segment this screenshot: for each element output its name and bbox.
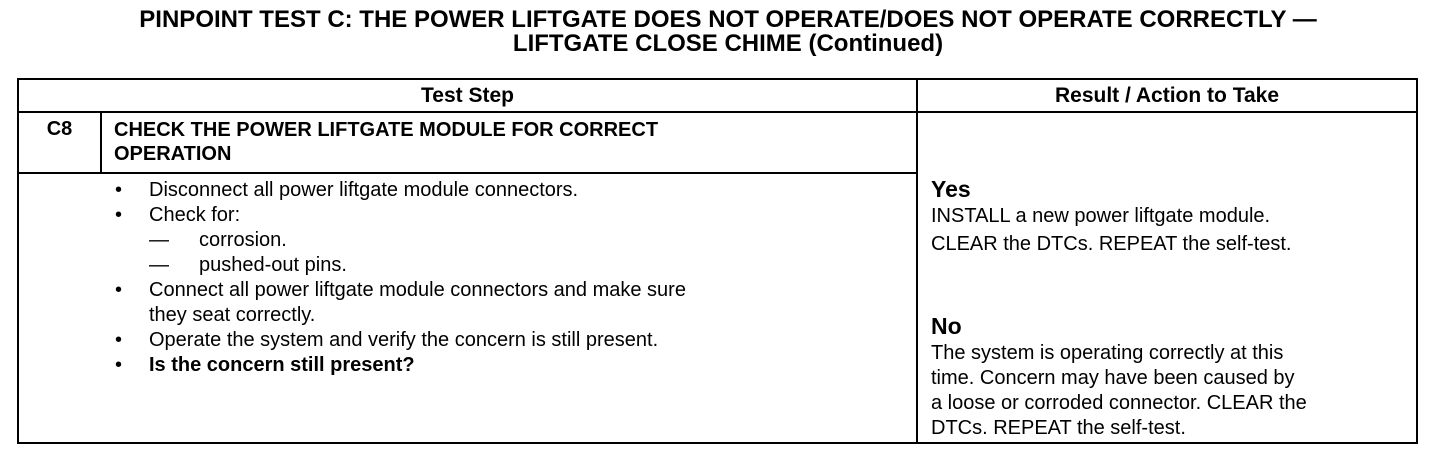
step-title-line-2: OPERATION xyxy=(114,143,232,165)
page-title xyxy=(0,8,1456,56)
question-concern-present: Is the concern still present? xyxy=(149,354,415,376)
sub-item-pushed-out-pins: pushed-out pins. xyxy=(199,254,347,276)
sub-item-corrosion: corrosion. xyxy=(199,229,287,251)
result-no-action xyxy=(931,341,1416,441)
dash-2: — xyxy=(149,254,169,276)
result-no-label: No xyxy=(931,313,962,339)
result-no-line-4: DTCs. REPEAT the self-test. xyxy=(931,417,1186,439)
bullet-5: • xyxy=(115,354,123,376)
result-yes-label: Yes xyxy=(931,176,971,202)
bullet-2: • xyxy=(115,204,123,226)
result-yes-action xyxy=(931,204,1416,257)
dash-1: — xyxy=(149,229,169,251)
instruction-operate: Operate the system and verify the concern is still present. xyxy=(149,329,659,351)
result-action-header: Result / Action to Take xyxy=(1054,84,1280,107)
instruction-check-for: Check for: xyxy=(149,204,241,226)
instruction-disconnect: Disconnect all power liftgate module connectors. xyxy=(149,179,579,201)
bullet-1: • xyxy=(115,179,123,201)
instruction-connect-continued: they seat correctly. xyxy=(149,304,316,326)
instruction-connect: Connect all power liftgate module connectors and make sure xyxy=(149,279,686,301)
step-id-divider xyxy=(100,113,102,174)
result-no-line-1: The system is operating correctly at this xyxy=(931,342,1284,364)
step-title-line-1: CHECK THE POWER LIFTGATE MODULE FOR CORRECT xyxy=(114,119,659,141)
pinpoint-test-table xyxy=(17,78,1418,444)
column-divider-main xyxy=(916,80,918,442)
step-id: C8 xyxy=(46,118,73,140)
result-yes-line-2: CLEAR the DTCs. REPEAT the self-test. xyxy=(931,233,1292,255)
result-yes-line-1: INSTALL a new power liftgate module. xyxy=(931,205,1271,227)
title-line-1: PINPOINT TEST C: THE POWER LIFTGATE DOES NOT OPERATE/DOES NOT OPERATE CORRECTLY — xyxy=(139,6,1317,33)
title-line-2: LIFTGATE CLOSE CHIME (Continued) xyxy=(512,30,944,57)
result-no-line-2: time. Concern may have been caused by xyxy=(931,367,1295,389)
step-title xyxy=(114,118,874,166)
bullet-4: • xyxy=(115,329,123,351)
bullet-3: • xyxy=(115,279,123,301)
step-title-divider xyxy=(19,172,916,174)
result-no-line-3: a loose or corroded connector. CLEAR the xyxy=(931,392,1307,414)
test-step-header: Test Step xyxy=(421,84,514,107)
